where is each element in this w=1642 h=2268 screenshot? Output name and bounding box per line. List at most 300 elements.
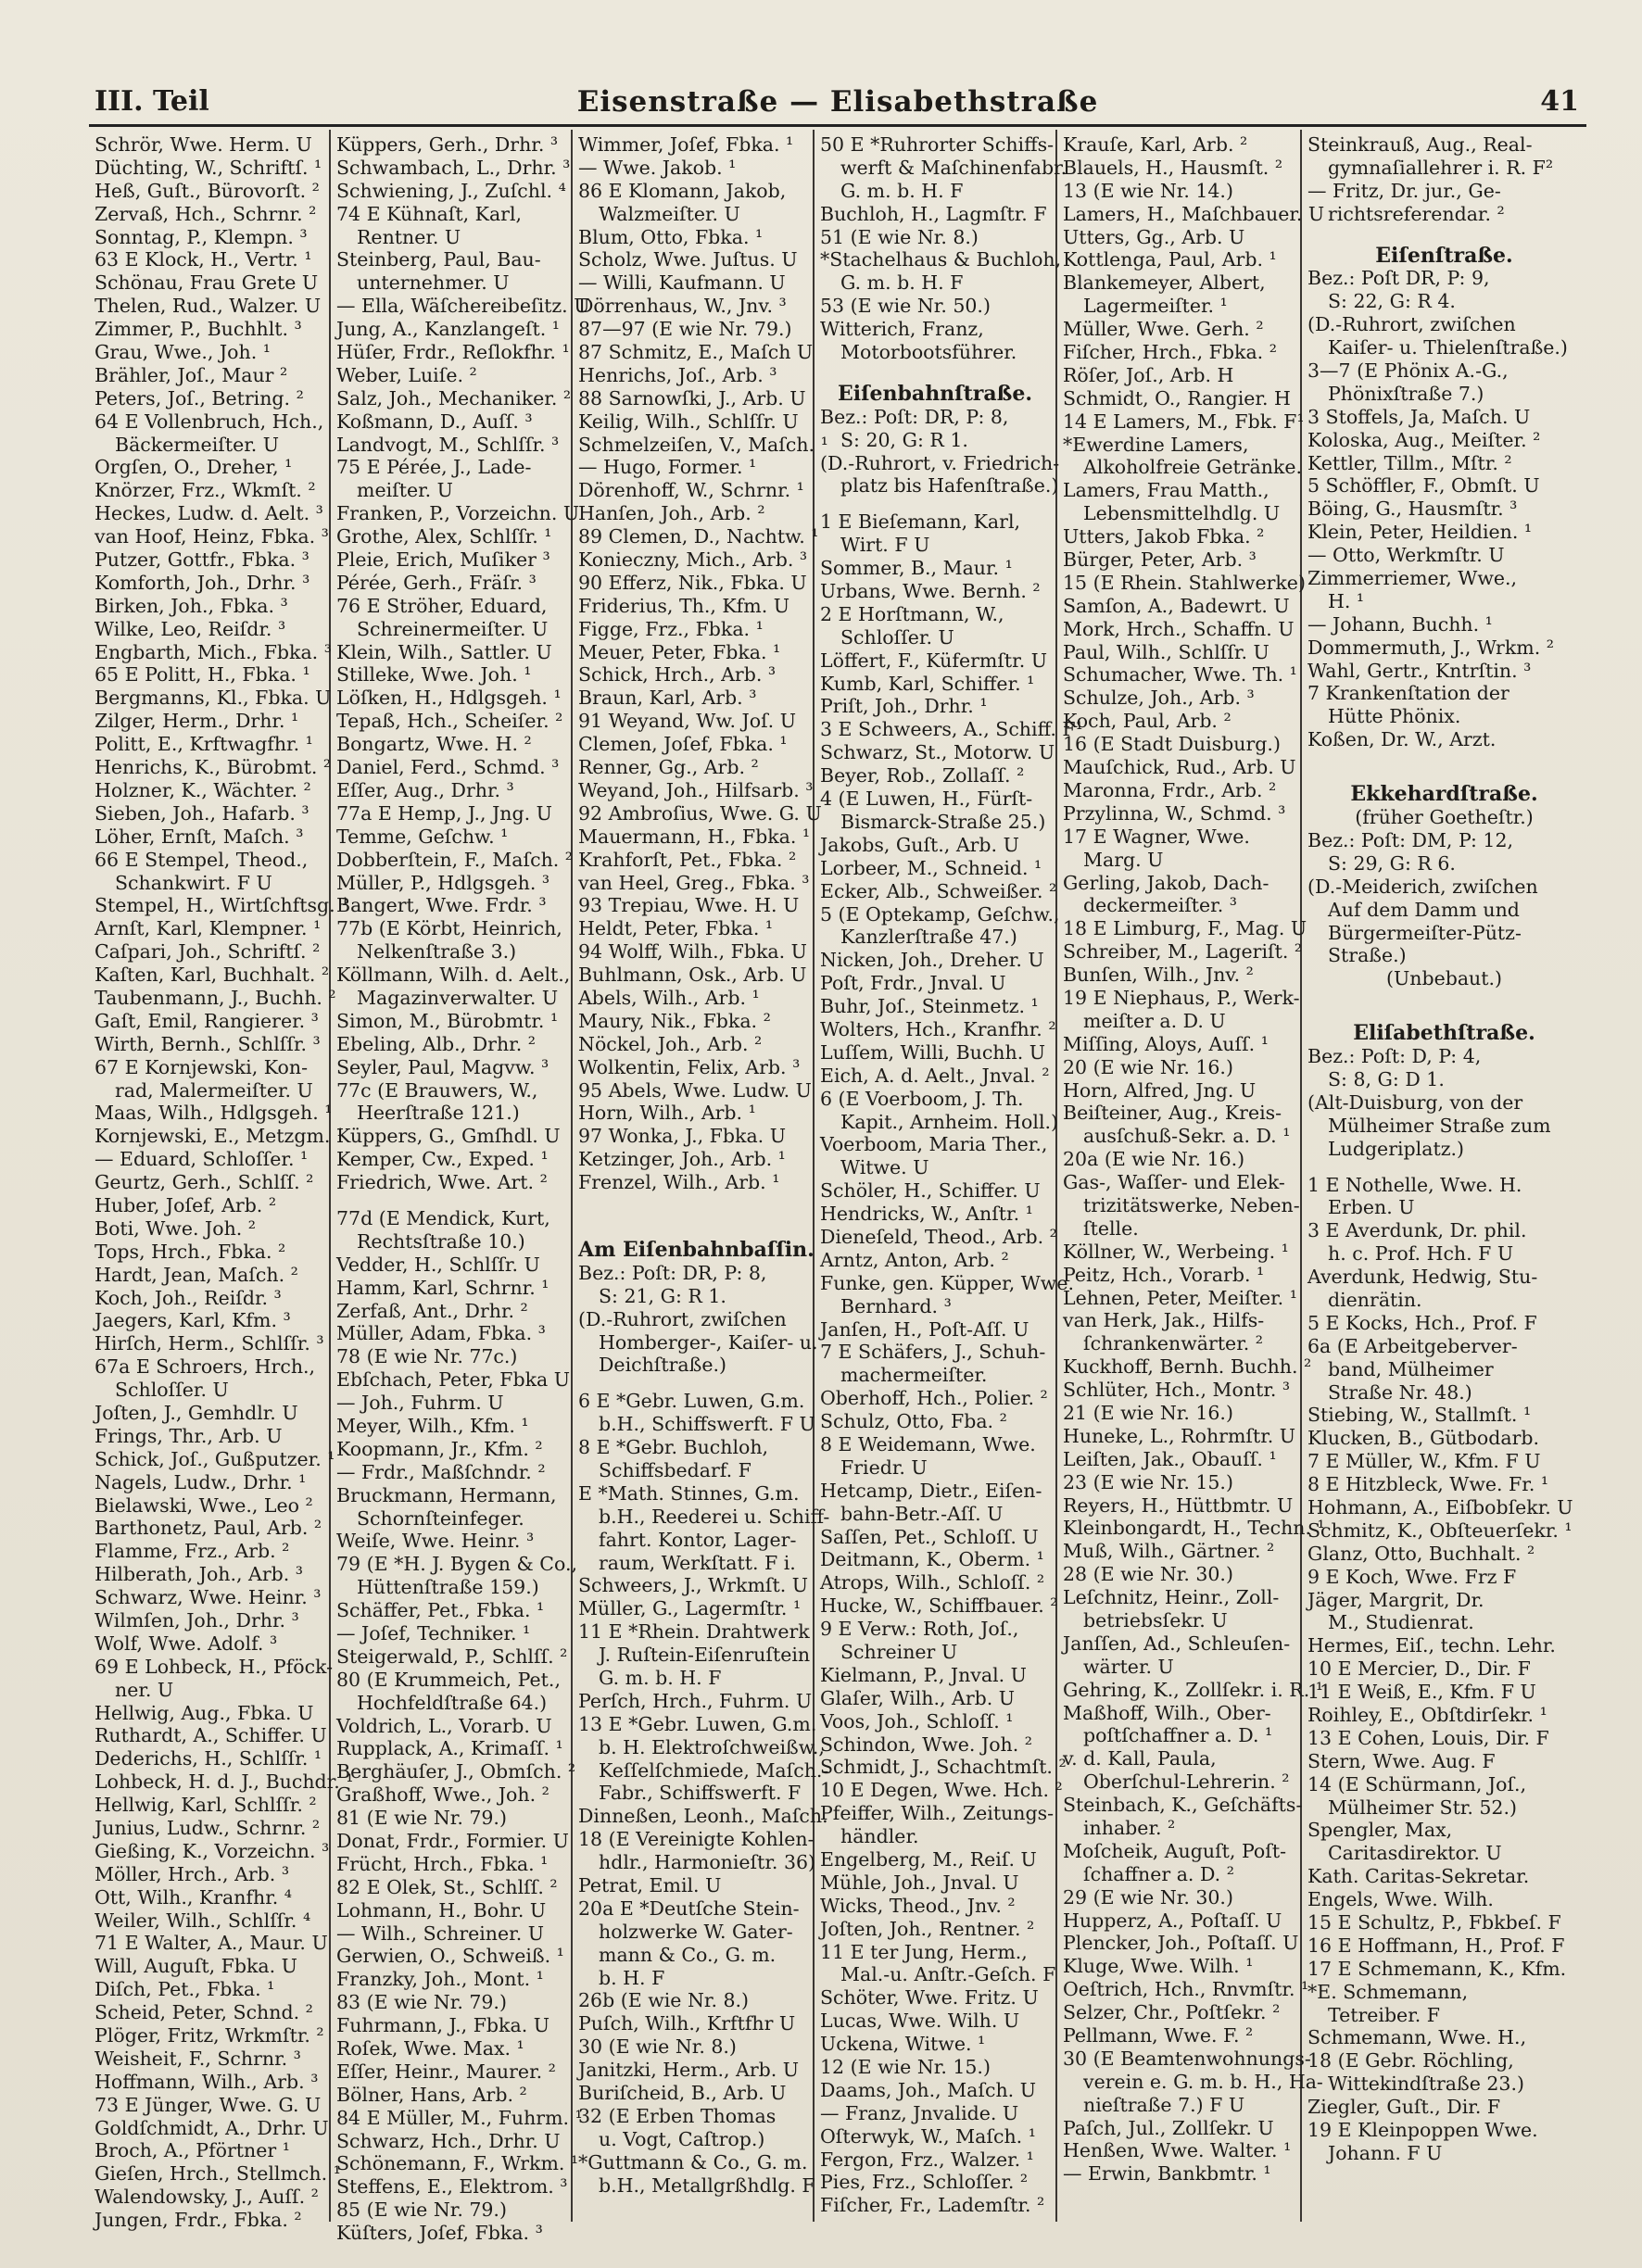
entry-continuation: verein e. G. m. b. H., Ha-: [1083, 2070, 1323, 2093]
directory-entry: Fergon, Frz., Walzer. ¹: [820, 2148, 1034, 2171]
directory-entry: Hoffmann, Wilh., Arb. ³: [95, 2070, 319, 2093]
entry-continuation: trizitätswerke, Neben-: [1083, 1193, 1300, 1216]
entry-continuation: b.H., Reederei u. Schiff-: [599, 1505, 830, 1528]
entry-continuation: J. Ruſtein-Eiſenruſtein: [599, 1644, 811, 1667]
directory-entry: v. d. Kall, Paula,: [1063, 1747, 1217, 1770]
entry-continuation: unternehmer. U: [357, 271, 510, 295]
directory-entry: Schindon, Wwe. Joh. ²: [820, 1732, 1032, 1756]
directory-entry: 74 E Kühnaſt, Karl,: [336, 202, 523, 225]
entry-continuation: ſchaffner a. D. ²: [1083, 1862, 1234, 1885]
directory-entry: Gießing, K., Vorzeichn. ³: [95, 1839, 330, 1862]
directory-entry: Bez.: Poſt DR, P: 9,: [1307, 267, 1490, 290]
directory-entry: Meuer, Peter, Fbka. ¹: [578, 640, 781, 663]
directory-entry: Pies, Frz., Schloſſer. ²: [820, 2171, 1029, 2194]
directory-entry: Schreiber, M., Lageriſt. ²: [1063, 940, 1303, 964]
directory-entry: 50 E *Ruhrorter Schiffs-: [820, 133, 1055, 156]
directory-entry: 9 E Verw.: Roth, Joſ.,: [820, 1618, 1019, 1641]
directory-entry: Bongartz, Wwe. H. ²: [336, 733, 532, 756]
directory-entry: Müller, G., Lagermſtr. ¹: [578, 1597, 802, 1620]
directory-entry: Renner, Gg., Arb. ²: [578, 756, 759, 779]
directory-entry: 77a E Hemp, J., Jng. U: [336, 801, 552, 825]
directory-entry: Ketzinger, Joh., Arb. ¹: [578, 1148, 786, 1171]
directory-entry: Stempel, H., Wirtſchftsg. ¹: [95, 894, 349, 917]
entry-continuation: Auf dem Damm und: [1328, 898, 1520, 921]
directory-entry: Weiſe, Wwe. Heinr. ³: [336, 1530, 535, 1553]
spacer: [1307, 226, 1581, 239]
directory-entry: Schick, Hrch., Arb. ³: [578, 663, 777, 687]
directory-entry: 32 (E Erben Thomas: [578, 2104, 777, 2127]
entry-continuation: Straße Nr. 48.): [1328, 1380, 1472, 1404]
directory-entry: Glaſer, Wilh., Arb. U: [820, 1686, 1016, 1709]
spacer: [1307, 751, 1581, 764]
directory-entry: Luſſem, Willi, Buchh. U: [820, 1040, 1046, 1064]
directory-entry: Will, Auguſt, Fbka. U: [95, 1955, 297, 1978]
entry-continuation: machermeiſter.: [840, 1364, 988, 1387]
directory-entry: Taubenmann, J., Buchh. ²: [95, 986, 336, 1009]
directory-entry: Ebeling, Alb., Drhr. ²: [336, 1032, 536, 1055]
directory-entry: Kielmann, P., Jnval. U: [820, 1663, 1027, 1686]
directory-entry: Maßhoff, Wilh., Ober-: [1063, 1701, 1271, 1724]
directory-entry: 6 E *Gebr. Luwen, G.m.: [578, 1390, 805, 1413]
directory-entry: Horn, Alfred, Jng. U: [1063, 1078, 1257, 1102]
directory-entry: Schweers, J., Wrkmſt. U: [578, 1574, 809, 1597]
directory-entry: 18 E Limburg, F., Mag. U: [1063, 917, 1307, 940]
directory-entry: Oſterwyk, W., Maſch. ¹: [820, 2124, 1036, 2148]
entry-continuation: h. c. Prof. Hch. F U: [1328, 1242, 1514, 1266]
directory-entry: Klucken, B., Gütbodarb.: [1307, 1427, 1540, 1450]
directory-entry: Daniel, Ferd., Schmd. ³: [336, 756, 560, 779]
entry-continuation: Marg. U: [1083, 848, 1164, 871]
directory-entry: Deitmann, K., Oberm. ¹: [820, 1548, 1044, 1571]
directory-entry: Paſch, Jul., Zollſekr. U: [1063, 2116, 1274, 2139]
directory-entry: Wimmer, Joſef, Fbka. ¹: [578, 133, 794, 156]
directory-entry: 3—7 (E Phönix A.-G.,: [1307, 359, 1509, 383]
directory-entry: Böing, G., Hausmſtr. ³: [1307, 498, 1518, 521]
directory-entry: Nicken, Joh., Dreher. U: [820, 949, 1044, 972]
directory-entry: Hupperz, A., Poſtaſſ. U: [1063, 1909, 1282, 1932]
directory-entry: — Frdr., Maßſchndr. ²: [336, 1460, 546, 1483]
entry-continuation: Schloſſer. U: [115, 1379, 229, 1402]
directory-entry: — Fritz, Dr. jur., Ge-: [1307, 179, 1501, 202]
directory-entry: Buriſcheid, B., Arb. U: [578, 2082, 787, 2105]
directory-entry: Leiſten, Jak., Obauſſ. ¹: [1063, 1447, 1277, 1470]
directory-entry: — Wwe. Jakob. ¹: [578, 156, 737, 179]
directory-entry: Hanſen, Joh., Arb. ²: [578, 502, 765, 525]
directory-entry: Hellwig, Aug., Fbka. U: [95, 1701, 314, 1724]
directory-entry: Kornjewski, E., Metzgm. ¹: [95, 1125, 345, 1148]
directory-entry: Thelen, Rud., Walzer. U: [95, 295, 322, 318]
directory-entry: Wilmſen, Joh., Drhr. ³: [95, 1609, 299, 1632]
directory-entry: Diſch, Pet., Fbka. ¹: [95, 1978, 275, 2001]
directory-entry: Daams, Joh., Maſch. U: [820, 2078, 1036, 2101]
column-3: [573, 130, 830, 2222]
entry-continuation: wärter. U: [1083, 1655, 1174, 1678]
entry-continuation: Hütte Phönix.: [1328, 705, 1461, 728]
entry-continuation: band, Mülheimer: [1328, 1357, 1494, 1380]
directory-entry: 16 E Hoffmann, H., Prof. F: [1307, 1934, 1565, 1957]
directory-entry: Horn, Wilh., Arb. ¹: [578, 1102, 756, 1125]
directory-entry: 13 E Cohen, Louis, Dir. F: [1307, 1726, 1549, 1749]
directory-entry: Löher, Ernſt, Maſch. ³: [95, 825, 304, 848]
directory-entry: Ziegler, Guſt., Dir. F: [1307, 2096, 1501, 2119]
directory-entry: Funke, gen. Küpper, Wwe.: [820, 1271, 1074, 1294]
directory-entry: Puſch, Wilh., Krftfhr U: [578, 2012, 796, 2035]
directory-entry: Kath. Caritas-Sekretar.: [1307, 1865, 1530, 1888]
directory-entry: Weisheit, F., Schrnr. ³: [95, 2047, 301, 2070]
directory-entry: Petrat, Emil. U: [578, 1874, 722, 1897]
directory-entry: Stilleke, Wwe. Joh. ¹: [336, 663, 532, 687]
directory-entry: 16 (E Stadt Duisburg.): [1063, 733, 1281, 756]
directory-entry: Hilberath, Joh., Arb. ³: [95, 1563, 304, 1586]
spacer: [578, 1207, 807, 1220]
columns: [89, 130, 1586, 2245]
directory-entry: 88 Sarnowſki, J., Arb. U: [578, 386, 806, 410]
directory-entry: Zilger, Herm., Drhr. ¹: [95, 710, 299, 733]
directory-entry: 14 (E Schürmann, Joſ.,: [1307, 1772, 1527, 1796]
entry-continuation: holzwerke W. Gater-: [599, 1920, 793, 1943]
directory-entry: Schönau, Frau Grete U: [95, 271, 319, 295]
directory-entry: Grothe, Alex, Schlſſr. ¹: [336, 525, 552, 548]
directory-entry: Bergmanns, Kl., Fbka. U: [95, 687, 332, 710]
directory-entry: Poſt, Frdr., Jnval. U: [820, 972, 1006, 995]
directory-entry: Janitzki, Herm., Arb. U: [578, 2059, 800, 2082]
directory-entry: 19 E Niephaus, P., Werk-: [1063, 986, 1300, 1009]
entry-continuation: Rentner. U: [357, 225, 461, 248]
directory-entry: Komforth, Joh., Drhr. ³: [95, 571, 310, 594]
directory-entry: Schlüter, Hch., Montr. ³: [1063, 1379, 1291, 1402]
entry-continuation: Wirt. F U: [840, 534, 930, 557]
directory-entry: Wolkentin, Felix, Arb. ³: [578, 1055, 801, 1078]
directory-entry: *E. Schmemann,: [1307, 1980, 1469, 2003]
directory-entry: Koopmann, Jr., Kfm. ²: [336, 1437, 543, 1460]
directory-entry: 20 (E wie Nr. 16.): [1063, 1055, 1233, 1078]
entry-continuation: ſtelle.: [1083, 1216, 1139, 1240]
entry-continuation: Hüttenſtraße 159.): [357, 1576, 539, 1599]
directory-entry: Tops, Hrch., Fbka. ²: [95, 1240, 286, 1263]
directory-entry: Beyer, Rob., Zollaſſ. ²: [820, 764, 1025, 788]
entry-continuation: Bürgermeiſter-Pütz-: [1328, 921, 1522, 944]
directory-entry: Ecker, Alb., Schweißer. ²: [820, 879, 1057, 902]
directory-entry: Löſken, H., Hdlgsgeh. ¹: [336, 687, 562, 710]
directory-entry: 11 E Weiß, E., Kfm. F U: [1307, 1681, 1536, 1704]
directory-entry: — Franz, Jnvalide. U: [820, 2101, 1019, 2124]
directory-entry: Oeſtrich, Hch., Rnvmſtr. ¹: [1063, 1978, 1309, 2001]
directory-entry: Flamme, Frz., Arb. ²: [95, 1540, 290, 1563]
directory-entry: Arnſt, Karl, Klempner. ¹: [95, 917, 322, 940]
directory-entry: 81 (E wie Nr. 79.): [336, 1807, 507, 1830]
entry-continuation: Bernhard. ³: [840, 1294, 952, 1317]
directory-entry: 12 (E wie Nr. 15.): [820, 2056, 991, 2079]
entry-continuation: Phönixſtraße 7.): [1328, 382, 1484, 405]
directory-entry: Walendowsky, J., Auſſ. ²: [95, 2186, 319, 2209]
directory-entry: Weber, Luiſe. ²: [336, 363, 477, 386]
directory-entry: Bez.: Poſt: DM, P: 12,: [1307, 828, 1514, 851]
directory-entry: Holzner, K., Wächter. ²: [95, 778, 311, 801]
directory-entry: Spengler, Max,: [1307, 1819, 1453, 1842]
directory-entry: Klein, Wilh., Sattler. U: [336, 640, 552, 663]
directory-entry: Jäger, Margrit, Dr.: [1307, 1588, 1484, 1611]
directory-entry: Vedder, H., Schlſſr. U: [336, 1253, 540, 1276]
directory-entry: Urbans, Wwe. Bernh. ²: [820, 580, 1041, 603]
directory-entry: — Johann, Buchh. ¹: [1307, 612, 1493, 636]
spacer: [820, 364, 1050, 377]
directory-entry: Schwarz, Wwe. Heinr. ³: [95, 1586, 322, 1609]
directory-entry: 13 (E wie Nr. 14.): [1063, 179, 1233, 202]
directory-entry: Frücht, Hrch., Fbka. ¹: [336, 1852, 549, 1875]
directory-entry: Schulze, Joh., Arb. ³: [1063, 687, 1255, 710]
directory-entry: Schmemann, Wwe. H.,: [1307, 2026, 1527, 2049]
entry-continuation: bahn-Betr.-Aſſ. U: [840, 1502, 1004, 1525]
directory-entry: 17 E Schmemann, K., Kfm.: [1307, 1957, 1567, 1980]
directory-entry: Caſpari, Joh., Schriftſ. ²: [95, 940, 321, 964]
directory-entry: Plöger, Fritz, Wrkmſtr. ²: [95, 2024, 324, 2048]
directory-entry: Hüſer, Frdr., Reſlokfhr. ¹: [336, 341, 570, 364]
directory-entry: Janſen, H., Poſt-Aſſ. U: [820, 1317, 1029, 1341]
directory-entry: Paul, Wilh., Schlſſr. U: [1063, 640, 1269, 663]
spacer: [1307, 1003, 1581, 1016]
directory-entry: Zimmer, P., Buchhlt. ³: [95, 318, 302, 341]
entry-continuation: Schornſteinfeger.: [357, 1506, 524, 1530]
entry-continuation: Nelkenſtraße 3.): [357, 940, 517, 964]
directory-entry: Blum, Otto, Fbka. ¹: [578, 225, 764, 248]
directory-entry: Steinbach, K., Geſchäfts-: [1063, 1794, 1303, 1817]
directory-entry: — Wilh., Schreiner. U: [336, 1922, 544, 1945]
directory-entry: 77b (E Körbt, Heinrich,: [336, 917, 562, 940]
directory-entry: Seyler, Paul, Magvw. ³: [336, 1055, 549, 1078]
directory-entry: 9 E Koch, Wwe. Frz F: [1307, 1565, 1517, 1588]
directory-entry: Ott, Wilh., Kranfhr. ⁴: [95, 1885, 293, 1909]
directory-entry: Schwiening, J., Zuſchl. ⁴: [336, 179, 566, 202]
directory-entry: Junius, Ludw., Schrnr. ²: [95, 1817, 321, 1840]
directory-entry: Berghäuſer, J., Obmſch. ²: [336, 1760, 576, 1783]
entry-continuation: Magazinverwalter. U: [357, 986, 559, 1009]
directory-entry: Schöter, Wwe. Fritz. U: [820, 1986, 1039, 2010]
spacer: [336, 1194, 565, 1207]
directory-entry: 69 E Lohbeck, H., Pföck-: [95, 1655, 334, 1678]
directory-entry: Zervaß, Hch., Schrnr. ²: [95, 202, 317, 225]
directory-entry: Dommermuth, J., Wrkm. ²: [1307, 636, 1554, 659]
spacer: [578, 1194, 807, 1207]
directory-entry: 7 E Schäfers, J., Schuh-: [820, 1341, 1046, 1364]
entry-continuation: fahrt. Kontor, Lager-: [599, 1528, 797, 1551]
entry-continuation: Kapit., Arnheim. Holl.): [840, 1110, 1059, 1133]
directory-entry: Dobberſtein, F., Maſch. ²: [336, 848, 574, 871]
column-4: [815, 130, 1083, 2222]
directory-entry: 8 E *Gebr. Buchloh,: [578, 1436, 769, 1459]
directory-entry: Kottlenga, Paul, Arb. ¹: [1063, 248, 1277, 271]
directory-entry: Weiler, Wilh., Schlſſr. ⁴: [95, 1909, 311, 1932]
entry-continuation: G. m. b. H. F: [840, 271, 964, 295]
directory-entry: Steinberg, Paul, Bau-: [336, 248, 541, 271]
directory-entry: Roſek, Wwe. Max. ¹: [336, 2037, 524, 2060]
directory-entry: Schrör, Wwe. Herm. U: [95, 133, 312, 156]
directory-entry: 82 E Olek, St., Schlſſ. ²: [336, 1875, 558, 1898]
directory-entry: Schwambach, L., Drhr. ³: [336, 156, 571, 179]
directory-entry: Heckes, Ludw. d. Aelt. ³: [95, 502, 323, 525]
directory-entry: — Joh., Fuhrm. U: [336, 1392, 504, 1415]
directory-entry: Sieben, Joh., Hafarb. ³: [95, 801, 309, 825]
directory-entry: Zerfaß, Ant., Drhr. ²: [336, 1299, 528, 1322]
directory-entry: (D.-Ruhrort, v. Friedrich-: [820, 451, 1060, 474]
directory-entry: Hirſch, Herm., Schlſſr. ³: [95, 1332, 324, 1355]
directory-entry: Kluge, Wwe. Wilh. ¹: [1063, 1955, 1254, 1978]
directory-entry: Schmidt, J., Schachtmſt. ²: [820, 1756, 1067, 1779]
entry-continuation: raum, Werkſtatt. F i.: [599, 1551, 796, 1574]
directory-entry: (D.-Meiderich, zwiſchen: [1307, 875, 1538, 898]
entry-continuation: platz bis Hafenſtraße.): [840, 474, 1059, 498]
directory-entry: Gas-, Waſſer- und Elek-: [1063, 1171, 1285, 1194]
directory-entry: Wilke, Leo, Reiſdr. ³: [95, 617, 286, 640]
directory-entry: Buhr, Joſ., Steinmetz. ¹: [820, 995, 1039, 1018]
directory-entry: Blankemeyer, Albert,: [1063, 271, 1266, 295]
street-heading: Eliſabethſtraße.: [1353, 1021, 1535, 1046]
directory-entry: Janſſen, Ad., Schleuſen-: [1063, 1632, 1291, 1655]
directory-entry: 77c (E Brauwers, W.,: [336, 1078, 538, 1102]
directory-entry: Franken, P., Vorzeichn. U: [336, 502, 580, 525]
directory-entry: 5 (E Optekamp, Geſchw.,: [820, 902, 1060, 926]
directory-entry: Schick, Joſ., Gußputzer. ¹: [95, 1447, 335, 1470]
directory-entry: (D.-Ruhrort, zwiſchen: [1307, 313, 1516, 336]
directory-entry: 66 E Stempel, Theod.,: [95, 848, 309, 871]
directory-entry: Krahforſt, Pet., Fbka. ²: [578, 848, 797, 871]
directory-entry: Weyand, Joh., Hilfsarb. ³: [578, 778, 814, 801]
section-label: III. Teil: [95, 85, 209, 118]
directory-entry: Fiſcher, Fr., Lademſtr. ²: [820, 2194, 1045, 2217]
directory-entry: — Erwin, Bankbmtr. ¹: [1063, 2162, 1271, 2186]
directory-entry: Przylinna, W., Schmd. ³: [1063, 801, 1286, 825]
entry-continuation: u. Vogt, Caſtrop.): [599, 2127, 765, 2150]
entry-continuation: poſtſchaffner a. D. ¹: [1083, 1724, 1273, 1747]
directory-entry: *Stachelhaus & Buchloh,: [820, 248, 1062, 271]
entry-continuation: Motorbootsführer.: [840, 341, 1017, 364]
directory-entry: 65 E Politt, H., Fbka. ¹: [95, 663, 310, 687]
directory-entry: Kuckhoff, Bernh. Buchh. ²: [1063, 1355, 1312, 1379]
directory-entry: Orgſen, O., Dreher, ¹: [95, 456, 293, 479]
directory-entry: Lorbeer, M., Schneid. ¹: [820, 856, 1042, 879]
directory-entry: Graßhoff, Wwe., Joh. ²: [336, 1783, 549, 1807]
entry-continuation: Mal.-u. Anſtr.-Geſch. F: [840, 1963, 1056, 1986]
directory-entry: Landvogt, M., Schlſſr. ³: [336, 433, 560, 456]
directory-entry: Averdunk, Hedwig, Stu-: [1307, 1266, 1538, 1289]
directory-entry: Schmidt, O., Rangier. H: [1063, 386, 1291, 410]
directory-entry: Koch, Joh., Reiſdr. ³: [95, 1286, 282, 1309]
directory-entry: Klein, Peter, Heildien. ¹: [1307, 521, 1533, 544]
directory-entry: Joſten, J., Gemhdlr. U: [95, 1401, 298, 1424]
street-heading: Ekkehardſtraße.: [1350, 782, 1538, 807]
directory-entry: 73 E Jünger, Wwe. G. U: [95, 2093, 322, 2116]
directory-entry: Dederichs, H., Schlſſr. ¹: [95, 1747, 322, 1770]
directory-entry: 95 Abels, Wwe. Ludw. U: [578, 1078, 812, 1102]
running-title: Eisenstraße — Elisabethstraße: [576, 85, 1099, 119]
directory-entry: — Ella, Wäſchereibeſitz. U: [336, 295, 590, 318]
directory-entry: 28 (E wie Nr. 30.): [1063, 1563, 1233, 1586]
directory-entry: 26b (E wie Nr. 8.): [578, 1989, 750, 2012]
directory-entry: 83 (E wie Nr. 79.): [336, 1991, 507, 2014]
directory-entry: Schmitz, K., Obſteuerſekr. ¹: [1307, 1518, 1573, 1542]
entry-continuation: Schreiner U: [840, 1641, 958, 1663]
entry-continuation: ausſchuß-Sekr. a. D. ¹: [1083, 1125, 1291, 1148]
directory-entry: Küppers, G., Gmſhdl. U: [336, 1125, 561, 1148]
directory-entry: Möller, Hrch., Arb. ³: [95, 1862, 290, 1885]
spacer: [1307, 1161, 1581, 1174]
entry-continuation: Deichſtraße.): [599, 1354, 726, 1377]
directory-entry: Schwarz, Hch., Drhr. U: [336, 2129, 561, 2152]
directory-entry: (D.-Ruhrort, zwiſchen: [578, 1307, 787, 1330]
directory-entry: 21 (E wie Nr. 16.): [1063, 1401, 1233, 1424]
directory-entry: 87—97 (E wie Nr. 79.): [578, 318, 792, 341]
entry-continuation: Keſſelſchmiede, Maſch.-: [599, 1758, 829, 1782]
directory-entry: 53 (E wie Nr. 50.): [820, 295, 991, 318]
directory-entry: 80 (E Krummeich, Pet.,: [336, 1668, 561, 1691]
directory-entry: Mauermann, H., Fbka. ¹: [578, 825, 811, 848]
directory-entry: Wirth, Bernh., Schlſſr. ³: [95, 1032, 321, 1055]
entry-continuation: Oberſchul-Lehrerin. ²: [1083, 1770, 1290, 1794]
entry-continuation: b. H. Elektroſchweißw.,: [599, 1735, 825, 1758]
directory-entry: Lehnen, Peter, Meiſter. ¹: [1063, 1286, 1297, 1309]
directory-entry: 7 E Müller, W., Kfm. F U: [1307, 1450, 1541, 1473]
directory-entry: 5 Schöffler, F., Obmſt. U: [1307, 474, 1540, 498]
directory-entry: Lohmann, H., Bohr. U: [336, 1898, 547, 1922]
entry-continuation: Caritasdirektor. U: [1328, 1842, 1502, 1865]
directory-entry: 6a (E Arbeitgeberver-: [1307, 1334, 1518, 1357]
entry-continuation: S: 21, G: R 1.: [599, 1284, 726, 1307]
directory-entry: Löffert, F., Küfermſtr. U: [820, 649, 1048, 672]
directory-entry: Kemper, Cw., Exped. ¹: [336, 1148, 549, 1171]
directory-entry: Schumacher, Wwe. Th. ¹: [1063, 663, 1297, 687]
directory-entry: Reyers, H., Hüttbmtr. U: [1063, 1493, 1294, 1517]
directory-entry: Hetcamp, Dietr., Eiſen-: [820, 1479, 1042, 1502]
directory-entry: Henßen, Wwe. Walter. ¹: [1063, 2139, 1292, 2162]
directory-entry: 84 E Müller, M., Fuhrm. ¹: [336, 2106, 583, 2129]
directory-entry: Koloska, Aug., Meiſter. ²: [1307, 428, 1541, 451]
directory-entry: Dieneſeld, Theod., Arb. ²: [820, 1225, 1057, 1248]
directory-entry: Müller, Wwe. Gerh. ²: [1063, 318, 1264, 341]
directory-entry: Steigerwald, P., Schlſſ. ²: [336, 1644, 568, 1668]
directory-entry: Hermes, Eiſ., techn. Lehr.: [1307, 1634, 1556, 1657]
directory-entry: 10 E Degen, Wwe. Hch. ²: [820, 1779, 1063, 1802]
directory-entry: Lamers, H., Maſchbauer. U: [1063, 202, 1325, 225]
directory-entry: Bez.: Poſt: DR, P: 8,: [820, 405, 1009, 428]
entry-continuation: inhaber. ²: [1083, 1817, 1176, 1840]
directory-entry: Koßmann, D., Auſſ. ³: [336, 410, 533, 433]
entry-continuation: Bäckermeiſter. U: [115, 433, 280, 456]
directory-entry: Geurtz, Gerh., Schlſſ. ²: [95, 1171, 314, 1194]
directory-entry: 92 Ambroſius, Wwe. G. U: [578, 801, 822, 825]
entry-continuation: ſchrankenwärter. ²: [1083, 1332, 1263, 1355]
directory-entry: Boti, Wwe. Joh. ²: [95, 1216, 257, 1240]
directory-entry: 67 E Kornjewski, Kon-: [95, 1055, 308, 1078]
directory-entry: Koßen, Dr. W., Arzt.: [1307, 728, 1497, 751]
directory-entry: Hucke, W., Schiffbauer. ²: [820, 1594, 1058, 1618]
directory-entry: 30 (E wie Nr. 8.): [578, 2035, 737, 2059]
directory-entry: 78 (E wie Nr. 77c.): [336, 1345, 518, 1368]
entry-continuation: hdlr., Harmonieſtr. 36): [599, 1851, 816, 1874]
directory-entry: 7 Krankenſtation der: [1307, 682, 1509, 705]
directory-entry: Broch, A., Pförtner ¹: [95, 2139, 290, 2162]
directory-entry: Schöler, H., Schiffer. U: [820, 1179, 1041, 1203]
directory-entry: Jaegers, Karl, Kfm. ³: [95, 1309, 291, 1332]
entry-continuation: Hochfeldſtraße 64.): [357, 1691, 548, 1714]
directory-entry: Stiebing, W., Stallmſt. ¹: [1307, 1404, 1532, 1427]
directory-entry: Eich, A. d. Aelt., Jnval. ²: [820, 1064, 1050, 1087]
entry-continuation: Straße.): [1328, 944, 1407, 967]
directory-entry: Glanz, Otto, Buchhalt. ²: [1307, 1542, 1535, 1565]
directory-entry: Engbarth, Mich., Fbka. ³: [95, 640, 332, 663]
directory-entry: 15 (E Rhein. Stahlwerke): [1063, 571, 1306, 594]
directory-entry: — Eduard, Schloſſer. ¹: [95, 1148, 309, 1171]
directory-entry: Wicks, Theod., Jnv. ²: [820, 1894, 1016, 1917]
directory-entry: Dörrenhaus, W., Jnv. ³: [578, 295, 787, 318]
